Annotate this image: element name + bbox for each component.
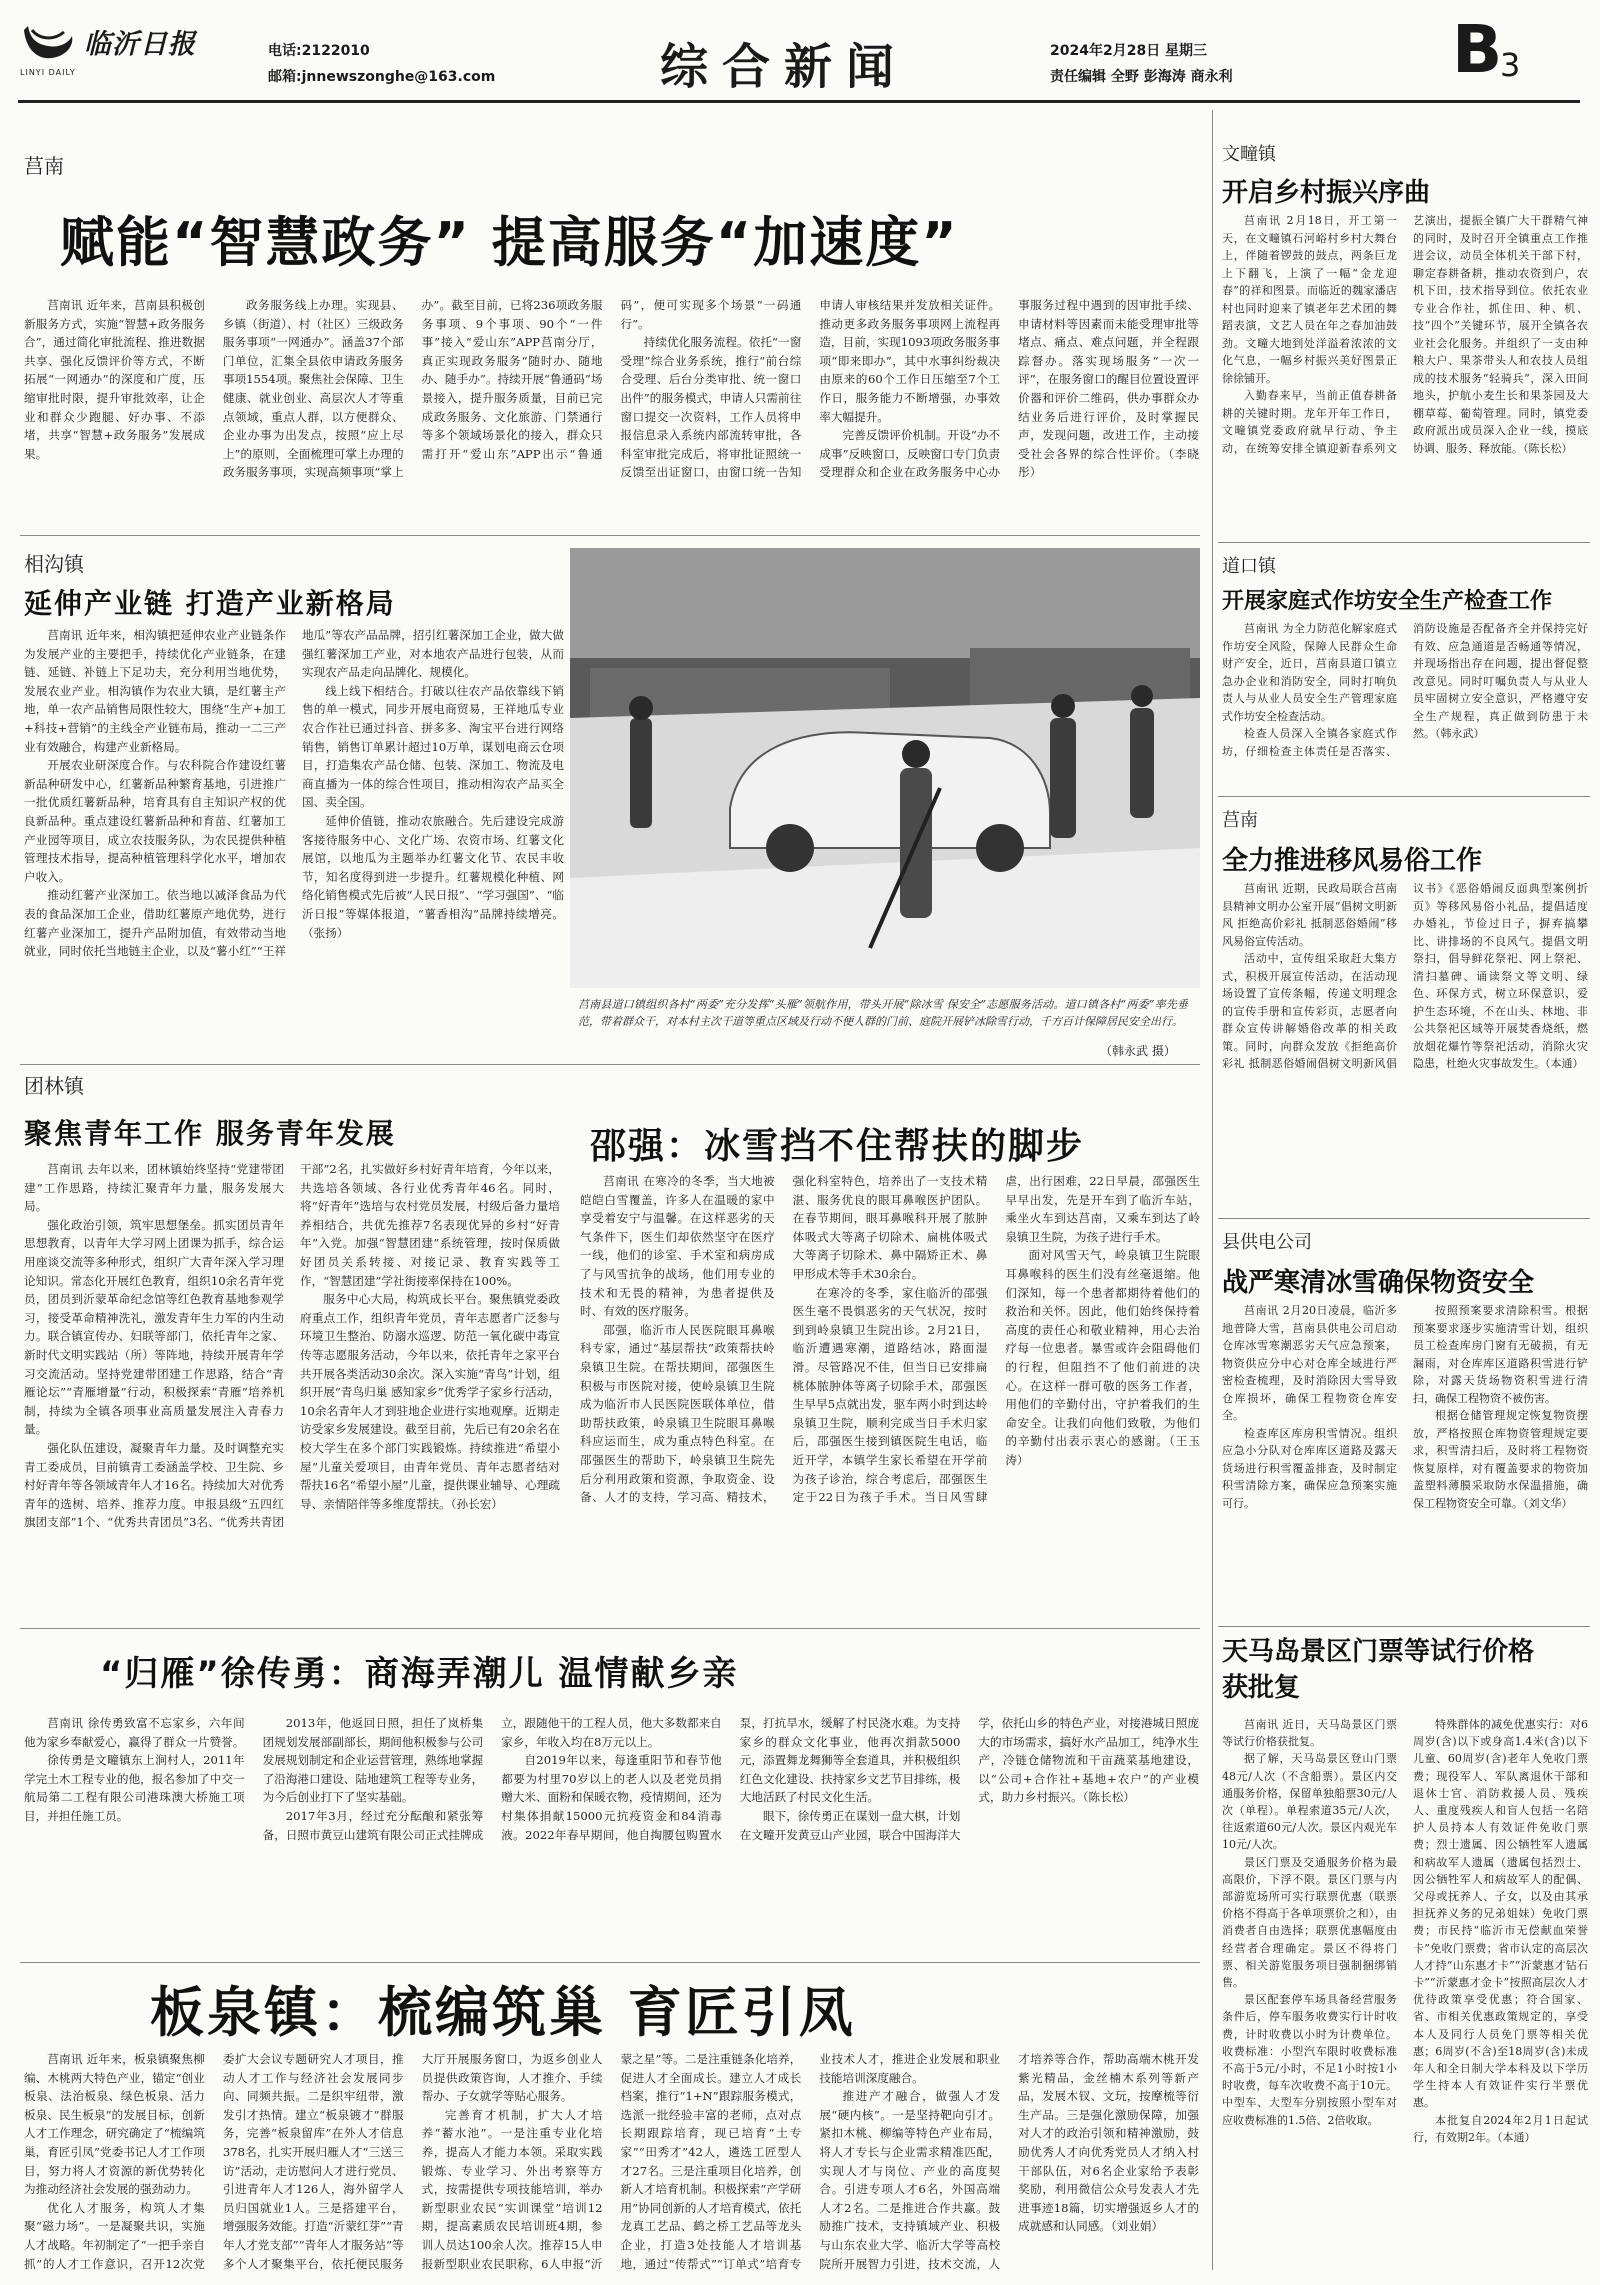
article-paragraph: 景区门票及交通服务价格为最高限价，下浮不限。景区门票与内部游览场所可实行联票优惠（联票价格不得高于各单项票价之和），由消费者自由选择；联票优惠幅度由经营者合理确定。景区不得将门票、相关游览服务项目强制捆绑销售。	[1222, 1855, 1397, 1990]
article-paragraph: 强化政治引领，筑牢思想堡垒。抓实团员青年思想教育，以青年大学习网上团课为抓手，综合运用座谈交流等多种形式，组织广大青年深入学习理论知识。常态化开展红色教育，组织10余名青年党员，团员到沂蒙革命纪念馆等红色教育基地参观学习，接受革命精神洗礼，激发青年生力军的内生动力。联合镇宣传办、妇联等部门，依托青年之家、新时代文明实践站（所）等阵地，持续开展青年学习交流活动。坚持党建带团建工作思路，结合“青雁论坛”“青雁增量”行动，积极探索“青雁”培养机制，持续为全镇各项事业高质量发展注入青春力量。	[24, 1217, 284, 1437]
section-title: 综合新闻	[660, 39, 909, 95]
article-body	[24, 1714, 1199, 1959]
photo-caption: 莒南县道口镇组织各村“两委”充分发挥“头雁”领航作用，带头开展“除冰雪 保安全”志愿服务活动。道口镇各村“两委”率先垂范，带着群众干，对本村主次干道等重点区域及行动不便人群的门前、庭院开展铲冰除雪行动，千方百计保障居民安全出行。	[578, 998, 1188, 1028]
article-paragraph: 持续优化服务流程。依托“一窗受理”综合业务系统，推行“前台综合受理、后台分类审批、统一窗口出件”的服务模式，申请人只需前往窗口提交一次资料，工作人员将申报信息录入系统内部流转审批，各科室审批完成后，将审批证照统一反馈至出证窗口，由窗口统一告知申请人审核结果并发放相关证件。推动更多政务服务事项网上流程再造，目前，实现1093项政务服务事项“即来即办”，其中水事纠纷裁决由原来的60个工作日压缩至7个工作日，服务能力不断增强，办事效率大幅提升。	[620, 298, 1001, 480]
article-body	[1222, 620, 1588, 788]
right-column-divider	[1212, 110, 1213, 2270]
issue-date: 2024年2月28日 星期三	[1050, 43, 1208, 59]
article-headline: 延伸产业链 打造产业新格局	[24, 587, 396, 620]
article-paragraph: 莒南讯 2月18日，开工第一天，在文疃镇石河峪村乡村大舞台上，伴随着锣鼓的鼓点，两条巨龙上下翻飞，上演了一幅“金龙迎春”的祥和图景。而临近的魏家潘店村也同时迎来了镇老年艺术团的舞蹈表演，文艺人员在年之春加油鼓劲。文疃大地到处洋溢着浓浓的文化气息，一幅乡村振兴美好图景正徐徐铺开。	[1222, 214, 1397, 385]
article-paragraph: 莒南讯 去年以来，团林镇始终坚持“党建带团建”工作思路，持续汇聚青年力量，服务发展大局。	[24, 1162, 284, 1214]
article-paragraph: 延伸价值链，推动农旅融合。先后建设完成游客接待服务中心、文化广场、农资市场、红薯文化展馆，以地瓜为主题举办红薯文化节、农民丰收节，知名度得到进一步提升。红薯规模化种植、网络化销售模式先后被“人民日报”、“学习强国”、“临沂日报”等媒体报道，“薯香相沟”品牌持续增亮。（张扬）	[302, 813, 564, 940]
article-paragraph: 徐传勇是文疃镇东上涧村人，2011年学完土木工程专业的他，报名参加了中交一航局第二工程有限公司港珠澳大桥施工项目，并担任施工员。	[24, 1753, 245, 1823]
article-paragraph: 莒南讯 近年来，相沟镇把延伸农业产业链条作为发展产业的主要把手，持续优化产业链条，在建链、延链、补链上下足功夫，充分利用当地优势，发展农业产业。相沟镇作为农业大镇，是红薯主产地，单一农产品销售局限性较大，围绕“生产+加工+科技+营销”的主线全产业链布局，推动一二三产业有效融合，构建产业新格局。	[24, 628, 286, 754]
article-body	[24, 2050, 1199, 2278]
article-body	[1222, 212, 1588, 532]
article-divider	[1218, 1626, 1590, 1627]
article-paragraph: 检查人员深入全镇各家庭式作坊，仔细检查主体责任是否落实、消防设施是否配备齐全并保持完好有效、应急通道是否畅通等情况，并现场指出存在问题，提出督促整改意见。同时叮嘱负责人与从业人员牢固树立安全意识，严格遵守安全生产规程，真正做到防患于未然。（韩永武）	[1222, 622, 1588, 758]
responsible-editors: 责任编辑 全野 彭海涛 商永利	[1050, 69, 1233, 85]
article-divider	[20, 1962, 1200, 1963]
article-paragraph: 政务服务线上办理。实现县、乡镇（街道）、村（社区）三级政务服务事项“一网通办”。涵盖37个部门单位，汇集全县依申请政务服务事项1554项。聚焦社会保障、卫生健康、就业创业、高层次人才等重点领域，重点人群，以方便群众、企业办事为出发点，按照“应上尽上”的原则，全面梳理可掌上办理的政务服务事项，实现高频事项“掌上办”。截至目前，已将236项政务服务事项、9个事项、90个“一件事”接入“爱山东”APP莒南分厅，真正实现政务服务“随时办、随地办、随手办”。持续开展“鲁通码”场景接入，提升服务质量，目前已完成政务服务、文化旅游、门禁通行等多个领域场景化的接入，群众只需打开“爱山东”APP出示“鲁通码”，便可实现多个场景“一码通行”。	[222, 298, 802, 480]
article-paragraph: 优化人才服务，构筑人才集聚“磁力场”。一是凝聚共识，实施人才战略。年初制定了“一把手亲自抓”的人才工作意识，召开12次党委扩大会议专题研究人才项目，推动人才工作与经济社会发展同步向、同频共振。二是织牢纽带，激发引才热情。建立“板泉镀才”群服务，完善“板泉留库”在外人才信息378名，扎实开展归雁人才“三送三访”活动，走访慰问人才进行党员、引进青年人才126人，海外留学人员归国就业1人。三是搭建平台，增强服务效能。打造“沂蒙红芽”“青年人才党支部”“青年人才服务站”等多个人才聚集平台，依托便民服务大厅开展服务窗口，为返乡创业人员提供政策咨询，人才推介、手续帮办、子女就学等贴心服务。	[24, 2052, 603, 2271]
article-paragraph: 推动红薯产业深加工。依当地以减泽食品为代表的食品深加工企业，借助红薯原产地优势，进行红薯产业深加工，提升产品附加值，有效带动当地就业，同时依托当地链主企业，以及“薯小红”“王祥地瓜”等农产品品牌，招引红薯深加工企业，做大做强红薯深加工产业，对本地农产品进行包装，从而实现农产品走向品牌化、规模化。	[24, 628, 564, 959]
article-headline: “归雁”徐传勇：商海弄潮儿 温情献乡亲	[100, 1654, 739, 1694]
article-headline: 赋能“智慧政务” 提高服务“加速度”	[60, 211, 959, 274]
article-paragraph: 完善育才机制，扩大人才培养“蓄水池”。一是注重专业化培养，提高人才能力本领。采取实践锻炼、专业学习、外出考察等方式，按需提供专项技能培训，举办新型职业农民“实训课堂”培训12期，提高素质农民培训班4期，参训人员达100余人次。推荐15人申报新型职业农民职称，6人申报“沂蒙之星”等。二是注重链条化培养，促进人才全面成长。建立人才成长档案，推行“1+N”跟踪服务模式，选派一批经验丰富的老师，点对点长期跟踪培育，现已培育“土专家”“田秀才”42人，遴选工匠型人才27名。三是注重项目化培养，创新人才培育机制。积极探索“产学研用”协同创新的人才培育模式，依托龙真工艺品、鹤之桥工艺品等龙头企业，打造3处技能人才培训基地，通过“传帮式”“订单式”培育专业技术人才，推进企业发展和职业技能培训深度融合。	[421, 2052, 1001, 2271]
masthead-rule	[18, 100, 1580, 103]
article-paragraph: 邵强，临沂市人民医院眼耳鼻喉科专家，通过“基层帮扶”政策帮扶岭泉镇卫生院。在帮扶期间，邵强医生积极与市医院对接，使岭泉镇卫生院成为临沂市人民医院医联体单位，借助帮扶政策，岭泉镇卫生院眼耳鼻喉科应运而生，成为重点特色科室。在邵强医生的帮助下，岭泉镇卫生院先后分利用政策和资源，争取资金、设备、人才的支持，学习高、精技术，强化科室特色，培养出了一支技术精湛、服务优良的眼耳鼻喉医护团队。在春节期间，眼耳鼻喉科开展了脓肿体吸式大等离子切除术、扁桃体吸式大等离子切除术、鼻中隔矫正术、鼻甲形成术等手术30余台。	[580, 1174, 988, 1505]
article-paragraph: 自2019年以来，每逢重阳节和春节他都要为村里70岁以上的老人以及老党员捐赠大米、面粉和保暖衣物，疫情期间，还为村集体捐献15000元抗疫资金和84消毒液。2022年春早期间，他自掏腰包购置水泵，打抗旱水，缓解了村民浇水难。为支持家乡的群众文化事业，他再次捐款5000元，添置舞龙舞狮等全套道具，并积极组织红色文化建设、扶持家乡文艺节目排练，极大地活跃了村民文化生活。	[501, 1716, 961, 1842]
article-paragraph: 按照预案要求清除积雪。根据预案要求逐步实施清雪计划，组织员工检查库房门窗有无破损，有无漏雨，对仓库库区道路积雪进行铲除，对露天货场物资积雪进行清扫，确保工程物资不被伤害。	[1413, 1304, 1588, 1405]
article-headline: 邵强：冰雪挡不住帮扶的脚步	[590, 1126, 1085, 1167]
contact-phone: 电话:2122010	[268, 43, 370, 59]
article-divider	[1218, 796, 1590, 797]
article-body	[24, 296, 1199, 526]
article-paragraph: 莒南讯 近年来，板泉镇聚焦柳编、木桃两大特色产业，锚定“创业板泉、法治板泉、绿色板泉、活力板泉、民生板泉”的发展目标，创新人才工作理念，研究确定了“梳编筑巢，育匠引凤”党委书记人才工作项目，努力将人才资源的新优势转化为推动经济社会发展的强劲动力。	[24, 2052, 205, 2197]
article-headline: 开启乡村振兴序曲	[1222, 178, 1431, 208]
article-divider	[20, 1628, 1200, 1629]
article-paragraph: 本批复自2024年2月1日起试行，有效期2年。（本通）	[1413, 2113, 1588, 2144]
article-kicker: 团林镇	[24, 1074, 84, 1098]
article-paragraph: 服务中心大局，构筑成长平台。聚焦镇党委政府重点工作，组织青年党员，青年志愿者广泛参与环境卫生整治、防溺水巡逻、防范一氧化碳中毒宣传等志愿服务活动，今年以来，依托青年之家平台共开展各类活动30余次。深入实施“青鸟”计划，组织开展“青鸟归巢 感知家乡”优秀学子家乡行活动，10余名青年人才到驻地企业进行实地观摩。近期走访受家乡发展建设。截至目前，先后已有20余名在校大学生在多个部门实践锻炼。持续推进“希望小屋”儿童关爱项目，由青年党员、青年志愿者结对帮扶16名“希望小屋”儿童，提供课业辅导、心理疏导、亲情陪伴等多维度帮扶。（孙长宏）	[300, 1292, 560, 1511]
article-headline: 开展家庭式作坊安全生产检查工作	[1222, 589, 1553, 614]
article-divider	[20, 535, 1200, 536]
photo-credit: （韩永武 摄）	[1100, 1044, 1176, 1058]
article-divider	[1218, 1218, 1590, 1219]
article-paragraph: 推进产才融合，做强人才发展“硬内核”。一是坚持靶向引才。紧扣木桃、柳编等特色产业布局，将人才专长与企业需求精准匹配，实现人才与岗位、产业的高度契合。引进专项人才6名，外国高端人才2名。二是推进合作共赢。鼓励推广技术，支持镇域产业、积极与山东农业大学、临沂大学等高校院所开展智力引进，技术交流，人才培养等合作，帮助高端木桃开发紫光精品，金丝楠木系列等新产品，发展木钗、文玩，按摩梳等衍生产品。三是强化激励保障，加强对人才的政治引领和精神激励，鼓励优秀人才向优秀党员人才纳入村干部队伍，对6名企业家给予表彰奖励，利用微信公众号发表人才先进事迹18篇，切实增强返乡人才的成就感和认同感。（刘业娟）	[819, 2052, 1199, 2271]
article-paragraph: 开展农业研深度合作。与农科院合作建设红薯新品种研发中心，红薯新品种繁育基地，引进推广一批优质红薯新品种，培育具有自主知识产权的优良新品种。重点建设红薯新品种和育苗、红薯加工产业园等项目，成立农技服务队，为农民提供种植管理技术指导，提高种植管理科学化水平，增加农户收入。	[24, 758, 286, 884]
article-paragraph: 莒南讯 近日，天马岛景区门票等试行价格获批复。	[1222, 1718, 1397, 1749]
article-paragraph: 莒南讯 为全力防范化解家庭式作坊安全风险，保障人民群众生命财产安全，近日，莒南县道口镇立急办企业和消防安全，同时打响负责人与从业人员安全生产管理家庭式作坊安全检查活动。	[1222, 622, 1397, 723]
article-body	[1222, 880, 1588, 1210]
article-paragraph: 眼下，徐传勇正在谋划一盘大棋，计划在文疃开发黄豆山产业园，联合中国海洋大学，依托山乡的特色产业，对接港城日照庞大的市场需求，搞好水产品加工，纯净水生产，冷链仓储物流和干亩蔬菜基地建设，以“公司+合作社+基地+农户”的产业模式，助力乡村振兴。（陈长松）	[739, 1716, 1199, 1842]
page-letter: B	[1452, 11, 1503, 88]
article-headline: 战严寒清冰雪确保物资安全	[1222, 1268, 1535, 1298]
article-kicker: 道口镇	[1222, 556, 1276, 577]
article-headline: 板泉镇：梳编筑巢 育匠引凤	[150, 1981, 856, 2044]
article-kicker: 相沟镇	[24, 552, 84, 576]
article-paragraph: 强化队伍建设，凝聚青年力量。及时调整充实青工委成员，目前镇青工委涵盖学校、卫生院、乡村好青年等各领域青年人才16名。持续加大对优秀青年的选树、培养、推荐力度。申报县级“五四红旗团支部”1个、“优秀共青团员”3名、“优秀共青团干部”2名，扎实做好乡村好青年培育，今年以来，共选培各领域、各行业优秀青年46名。同时，将“好青年”选培与农村党员发展，村级后备力量培养相结合，共优先推荐7名表现优异的乡村“好青年”入党。加强“智慧团建”系统管理，按时保质做好团员关系转接、对接记录、教育实践等工作，“智慧团建”学社街接率保持在100%。	[24, 1162, 560, 1530]
article-paragraph: 检查库区库房积雪情况。组织应急小分队对仓库库区道路及露天货场进行积雪覆盖排查，及时制定积雪清除方案，确保应急预案实施可行。	[1222, 1426, 1397, 1510]
article-paragraph: 莒南讯 徐传勇致富不忘家乡，六年间他为家乡奉献爱心，赢得了群众一片赞誉。	[24, 1716, 245, 1749]
article-paragraph: 莒南讯 在寒冷的冬季，当大地被皑皑白雪覆盖，许多人在温暖的家中享受着安宁与温馨。在这样恶劣的天气条件下，医生们却依然坚守在医疗一线，他们的诊室、手术室和病房成了与风雪抗争的战场，他们用专业的技术和无畏的精神，为患者提供及时、有效的医疗服务。	[580, 1174, 775, 1319]
snow-clearing-photo	[570, 548, 1200, 988]
article-headline: 聚焦青年工作 服务青年发展	[24, 1117, 396, 1150]
article-divider	[20, 1064, 1200, 1065]
article-paragraph: 根据仓储管理规定恢复物资摆放，严格按照仓库物资管理规定要求，积雪清扫后，及时将工程物资恢复原样，对有覆盖要求的物资加盖塑料薄膜采取防水保温措施，确保工程物资安全可靠。（刘文华）	[1413, 1409, 1588, 1510]
article-divider	[1218, 542, 1590, 543]
article-paragraph: 活动中，宣传组采取赶大集方式，积极开展宣传活动，在活动现场设置了宣传条幅，传递文明理念的宣传手册和宣传彩页，志愿者向群众宣传讲解婚俗改革的相关政策。同时，向群众发放《拒绝高价彩礼 抵制恶俗婚闹倡树文明新风倡议书》《恶俗婚闹反面典型案例折页》等移风易俗小礼品，提倡适度办婚礼，节俭过日子，摒弃搞攀比、讲排场的不良风气。提倡文明祭扫，倡导鲜花祭祀、网上祭祀、清扫墓碑、诵读祭文等文明、绿色、环保方式，树立环保意识，爱护生态环境，不在山头、林地、非公共祭祀区域等开展焚香烧纸，燃放烟花爆竹等祭祀活动，消除火灾隐患，杜绝火灾事故发生。（本通）	[1222, 882, 1588, 1070]
article-paragraph: 面对风雪天气，岭泉镇卫生院眼耳鼻喉科的医生们没有丝毫退缩。他们深知，每一个患者都期待着他们的救治和关怀。因此，他们始终保持着高度的责任心和敬业精神，用心去治疗每一位患者。暴雪或许会阻碍他们的行程，但阻挡不了他们前进的决心。在这样一群可敬的医务工作者，用他们的辛勤付出，守护着我们的生命安全。让我们向他们致敬，为他们的辛勤付出表示衷心的感谢。（王玉涛）	[1005, 1248, 1200, 1467]
newspaper-logo-icon	[18, 20, 80, 64]
article-paragraph: 莒南讯 近年来，莒南县积极创新服务方式，实施“智慧+政务服务合”，通过简化审批流程、推进数据共享、强化反馈评价等方式，不断拓展“一网通办”的深度和广度，压缩审批时限，提升审批效率，让企业和群众少跑腿、好办事、不添堵，共享“智慧+政务服务”发展成果。	[24, 298, 205, 461]
article-headline: 天马岛景区门票等试行价格获批复	[1222, 1637, 1535, 1703]
article-paragraph: 据了解，天马岛景区登山门票48元/人次（不含船票）。景区内交通服务价格，保留单独船票30元/人次（单程）。单程索道35元/人次，往返索道60元/人次。景区内观光车10元/人次。	[1222, 1752, 1397, 1852]
article-body	[580, 1172, 1200, 1620]
article-body	[24, 626, 564, 1031]
article-headline: 全力推进移风易俗工作	[1222, 846, 1483, 876]
contact-email: 邮箱:jnnewszonghe@163.com	[268, 69, 496, 85]
newspaper-logo-text: 临沂日报	[84, 29, 196, 60]
newspaper-logo-subtitle: LINYI DAILY	[20, 68, 76, 77]
article-paragraph: 景区配套停车场具备经营服务条件后，停车服务收费实行计时收费，计时收费以小时为计费单位。收费标准：小型汽车限时收费标准不高于5元/小时，不足1小时按1小时收费，每车次收费不高于10元。中型车、大型车分别按照小型车对应收费标准的1.5倍、2倍收取。	[1222, 1993, 1397, 2127]
article-paragraph: 莒南讯 2月20日凌晨，临沂多地普降大雪，莒南县供电公司启动仓库冰雪寒潮恶劣天气应急预案，物资供应分中心对仓库全域进行严密检查梳理，及时消除因大雪导致仓库损坏，确保工程物资仓库安全。	[1222, 1304, 1397, 1422]
article-kicker: 文疃镇	[1222, 144, 1276, 165]
article-kicker: 莒南	[1222, 810, 1258, 831]
article-paragraph: 入勤春来早，当前正值春耕备耕的关键时期。龙年开年工作日，文疃镇党委政府就早行动、争主动，在统筹安排全镇迎新春系列文艺演出，提振全镇广大干群精气神的同时，及时召开全镇重点工作推进会议，动员全体机关干部下村，聊定春耕备耕，推动农资到户，农机下田，技术指导到位。依托农业专业合作社，抓住田、种、机、技“四个”关键环节，展开全镇各农业社会化服务。并组织了一支由种粮大户、果茶带头人和农技人员组成的技术服务“轻骑兵”，深入田间地头，护航小麦生长和果茶园及大棚草莓、葡萄管理。同时，镇党委政府派出成员深入企业一线，摸底协调、服务、释放能。（陈长松）	[1222, 214, 1588, 455]
article-paragraph: 完善反馈评价机制。开设“办不成事”反映窗口，反映窗口专门负责受理群众和企业在政务服务中心办事服务过程中遇到的因审批手续、申请材料等因素而未能受理审批等堵点、痛点、难点问题，并全程跟踪督办。落实现场服务“一次一评”，在服务窗口的醒目位置设置评价器和评价二维码，供办事群众办结业务后进行评价，及时掌握民声，发现问题，改进工作，主动接受社会各界的综合性评价。（李晓彤）	[819, 298, 1199, 480]
article-paragraph: 线上线下相结合。打破以往农产品依靠线下销售的单一模式，同步开展电商贸易，王祥地瓜专业农合作社已通过抖音、拼多多、淘宝平台进行网络销售，销售订单累计超过10万单，谋划电商云仓项目，打造集农产品仓储、包装、深加工、物流及电商直播为一体的综合性项目，推动相沟农产品买全国、卖全国。	[302, 683, 564, 810]
article-body	[1222, 1716, 1588, 2276]
article-paragraph: 莒南讯 近期，民政局联合莒南县精神文明办公室开展“倡树文明新风 拒绝高价彩礼 抵制恶俗婚闹”移风易俗宣传活动。	[1222, 882, 1397, 948]
article-paragraph: 特殊群体的减免优惠实行：对6周岁(含)以下或身高1.4米(含)以下儿童、60周岁(含)老年人免收门票费；现役军人、军队离退休干部和退休士官、消防救援人员、残疾人、重度残疾人和盲人包括一名陪护人员持本人有效证件免收门票费；烈士遗属、因公牺牲军人遗属和病故军人遗属（遗属包括烈士、因公牺牲军人和病故军人的配偶、父母或抚养人、子女，以及由其承担抚养义务的兄弟姐妹）免收门票费；市民持“临沂市无偿献血荣誉卡”免收门票费；省市认定的高层次人才持“山东惠才卡”“沂蒙惠才钻石卡”“沂蒙惠才金卡”按照高层次人才优待政策享受优惠；符合国家、省、市相关优惠政策规定的，享受本人及同行人员免门票等相关优惠；6周岁(不含)至18周岁(含)未成年人和全日制大学本科及以下学历学生持本人有效证件实行半票优惠。	[1413, 1718, 1588, 2110]
article-body	[1222, 1302, 1588, 1618]
article-paragraph: 2013年，他返回日照，担任了岚桥集团规划发展部副部长，期间他积极参与公司发展规划制定和企业运营管理，熟练地掌握了沿海港口建设、陆地建筑工程等专业务，为今后创业打下了坚实基础。	[262, 1716, 484, 1805]
article-paragraph: 在寒冷的冬季，家住临沂的邵强医生毫不畏惧恶劣的天气状况，按时到到岭泉镇卫生院出诊。2月21日，临沂遭遇寒潮，道路结冰，路面湿滑。尽管路况不佳，但当日已安排扁桃体脓肿体等离子切除手术，邵强医生早早5点就出发，驱车两小时到达岭泉镇卫生院，顺利完成当日手术归家后，邵强医生接到镇医院生电话，临近开学，本镇学生家长希望在开学前为孩子诊治，综合考虑后，邵强医生定于22日为孩子手术。当日风雪肆虐，出行困难，22日早晨，邵强医生早早出发，先是开车到了临沂车站，乘坐火车到达莒南，又乘车到达了岭泉镇卫生院，为孩子进行手术。	[792, 1174, 1200, 1505]
article-paragraph: 2017年3月，经过充分酝酿和紧张筹备，日照市黄豆山建筑有限公司正式挂牌成立，跟随他干的工程人员，他大多数都来自家乡，年收入均在8万元以上。	[262, 1716, 722, 1842]
article-body	[24, 1160, 560, 1620]
article-kicker: 县供电公司	[1222, 1232, 1312, 1253]
article-kicker: 莒南	[24, 154, 64, 178]
page-number: 3	[1500, 46, 1521, 84]
